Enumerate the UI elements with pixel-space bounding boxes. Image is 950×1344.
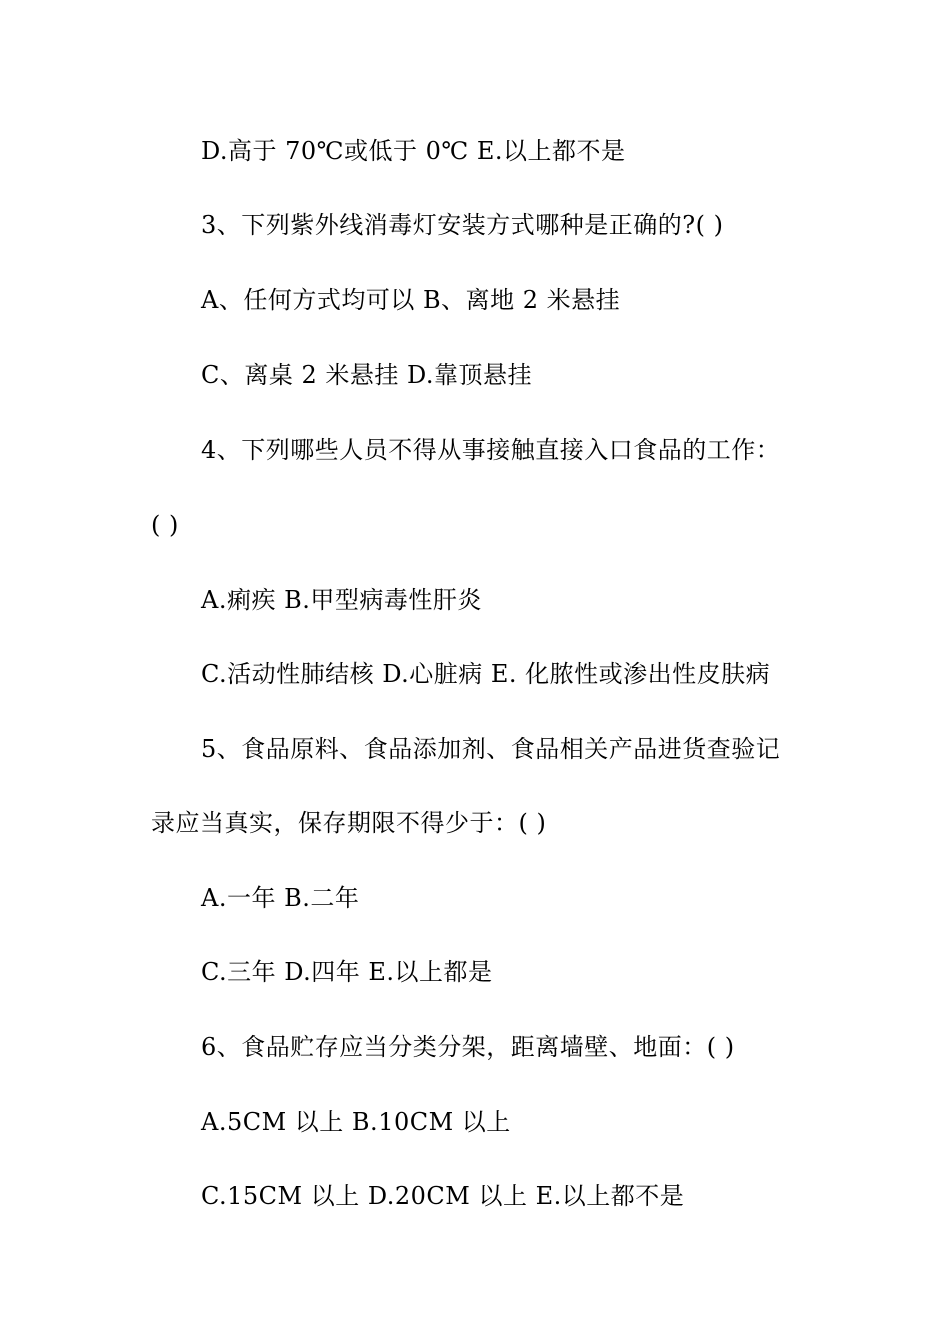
option-line-q4-c-d-e: C.活动性肺结核 D.心脏病 E. 化脓性或渗出性皮肤病 <box>201 660 771 688</box>
option-line-q6-c-d-e: C.15CM 以上 D.20CM 以上 E.以上都不是 <box>201 1182 685 1210</box>
option-line-q5-c-d-e: C.三年 D.四年 E.以上都是 <box>201 958 493 986</box>
option-line-q2-d-e: D.高于 70℃或低于 0℃ E.以上都不是 <box>201 137 626 165</box>
question-5: 5、食品原料、食品添加剂、食品相关产品进货查验记 <box>201 735 781 763</box>
option-line-q6-a-b: A.5CM 以上 B.10CM 以上 <box>201 1108 511 1136</box>
question-4: 4、下列哪些人员不得从事接触直接入口食品的工作： <box>201 436 781 464</box>
option-line-q3-a-b: A、任何方式均可以 B、离地 2 米悬挂 <box>201 286 621 314</box>
question-4-continuation: ( ) <box>151 511 179 539</box>
option-line-q5-a-b: A.一年 B.二年 <box>201 884 360 912</box>
option-line-q4-a-b: A.痢疾 B.甲型病毒性肝炎 <box>201 586 482 614</box>
question-6: 6、食品贮存应当分类分架，距离墙壁、地面：( ) <box>201 1033 735 1061</box>
question-5-continuation: 录应当真实，保存期限不得少于：( ) <box>151 809 547 837</box>
question-3: 3、下列紫外线消毒灯安装方式哪种是正确的?( ) <box>201 211 724 239</box>
option-line-q3-c-d: C、离桌 2 米悬挂 D.靠顶悬挂 <box>201 361 533 389</box>
